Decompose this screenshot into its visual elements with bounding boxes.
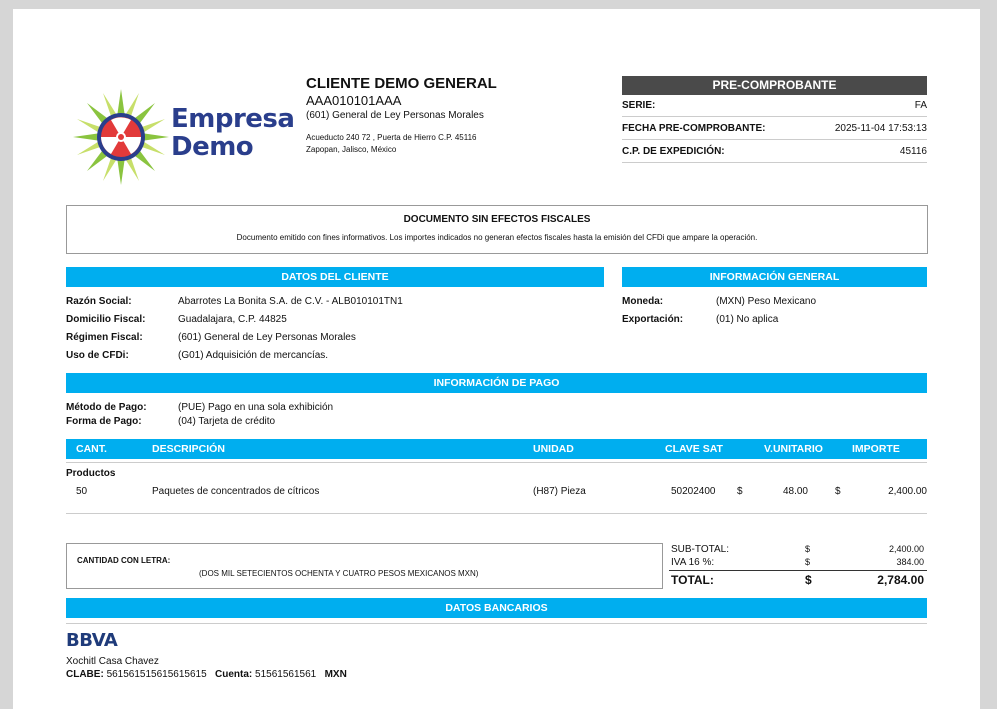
company-logo-text <box>171 105 294 161</box>
logo-line2: Demo <box>171 132 254 162</box>
clabe-value: 561561515615615615 <box>106 669 207 680</box>
emitter-rfc: AAA010101AAA <box>306 93 402 108</box>
col-unit: UNIDAD <box>533 443 574 455</box>
total-value: 2,784.00 <box>877 573 924 587</box>
emitter-regimen: (601) General de Ley Personas Morales <box>306 110 484 121</box>
iva-currency: $ <box>805 557 811 567</box>
general-section-header: INFORMACIÓN GENERAL <box>622 267 927 287</box>
forma-pago-label: Forma de Pago: <box>66 416 142 427</box>
subtotal-label: SUB-TOTAL: <box>671 544 729 555</box>
amount-in-words-box <box>66 543 663 589</box>
fiscal-notice <box>66 205 928 254</box>
forma-pago-value: (04) Tarjeta de crédito <box>178 416 276 427</box>
precomprobante-row-serie <box>622 96 927 117</box>
moneda-value: (MXN) Peso Mexicano <box>716 296 817 307</box>
row-cur1: $ <box>737 486 743 497</box>
row-amount: 2,400.00 <box>888 486 927 497</box>
bank-currency: MXN <box>324 669 347 680</box>
precomprobante-title: PRE-COMPROBANTE <box>622 76 927 95</box>
col-desc: DESCRIPCIÓN <box>152 443 225 455</box>
client-section-header: DATOS DEL CLIENTE <box>66 267 604 287</box>
exportacion-value: (01) No aplica <box>716 314 779 325</box>
document-page <box>13 9 980 709</box>
subtotal-value: 2,400.00 <box>888 544 924 554</box>
iva-label: IVA 16 %: <box>671 557 715 568</box>
cuenta-label: Cuenta: <box>215 669 253 680</box>
cuenta-value: 51561561561 <box>255 669 317 680</box>
bank-accounts <box>66 669 347 680</box>
row-cur2: $ <box>835 486 841 497</box>
bank-holder: Xochitl Casa Chavez <box>66 656 159 667</box>
row-unit-price: 48.00 <box>782 486 808 497</box>
emitter-address <box>306 132 476 156</box>
notice-title: DOCUMENTO SIN EFECTOS FISCALES <box>403 214 591 225</box>
bank-logo-icon: BBVA <box>66 630 118 651</box>
col-qty: CANT. <box>76 443 107 455</box>
domicilio-label: Domicilio Fiscal: <box>66 314 146 325</box>
serie-value: FA <box>914 100 927 111</box>
subtotal-currency: $ <box>805 544 811 554</box>
divider <box>669 570 927 571</box>
razon-social-value: Abarrotes La Bonita S.A. de C.V. - ALB010101TN1 <box>178 296 403 307</box>
fecha-value: 2025-11-04 17:53:13 <box>834 123 927 134</box>
moneda-label: Moneda: <box>622 296 664 307</box>
regimen-label: Régimen Fiscal: <box>66 332 143 343</box>
amount-in-words-label: CANTIDAD CON LETRA: <box>77 556 171 565</box>
row-unit: (H87) Pieza <box>533 486 586 497</box>
col-amount: IMPORTE <box>852 443 900 455</box>
items-table-header <box>66 439 927 459</box>
col-unit-price: V.UNITARIO <box>764 443 823 455</box>
fecha-label: FECHA PRE-COMPROBANTE: <box>622 123 766 134</box>
divider <box>66 513 927 514</box>
total-currency: $ <box>805 573 812 587</box>
cp-label: C.P. DE EXPEDICIÓN: <box>622 146 725 157</box>
exportacion-label: Exportación: <box>622 314 684 325</box>
row-sat: 50202400 <box>671 486 716 497</box>
uso-cfdi-value: (G01) Adquisición de mercancías. <box>178 350 329 361</box>
serie-label: SERIE: <box>622 100 656 111</box>
iva-value: 384.00 <box>896 557 924 567</box>
emitter-address-line2: Zapopan, Jalisco, México <box>306 145 397 154</box>
emitter-name: CLIENTE DEMO GENERAL <box>306 75 497 92</box>
metodo-pago-value: (PUE) Pago en una sola exhibición <box>178 402 334 413</box>
clabe-label: CLABE: <box>66 669 104 680</box>
regimen-value: (601) General de Ley Personas Morales <box>178 332 356 343</box>
items-group-label: Productos <box>66 468 116 479</box>
logo-line1: Empresa <box>171 104 295 134</box>
domicilio-value: Guadalajara, C.P. 44825 <box>178 314 287 325</box>
uso-cfdi-label: Uso de CFDi: <box>66 350 129 361</box>
cp-value: 45116 <box>899 146 927 157</box>
emitter-address-line1: Acueducto 240 72 , Puerta de Hierro C.P. 45116 <box>306 133 477 142</box>
razon-social-label: Razón Social: <box>66 296 132 307</box>
bank-section-header: DATOS BANCARIOS <box>66 598 927 618</box>
notice-text: Documento emitido con fines informativos. Los importes indicados no generan efectos fiscales hasta la emisión del CFDi que ampare la operación. <box>236 233 758 242</box>
amount-in-words-value: (DOS MIL SETECIENTOS OCHENTA Y CUATRO PESOS MEXICANOS MXN) <box>199 569 479 578</box>
precomprobante-row-fecha <box>622 119 927 140</box>
divider <box>66 462 927 463</box>
payment-section-header: INFORMACIÓN DE PAGO <box>66 373 927 393</box>
company-logo-icon <box>71 87 171 187</box>
row-desc: Paquetes de concentrados de cítricos <box>152 486 320 497</box>
col-sat: CLAVE SAT <box>665 443 723 455</box>
row-qty: 50 <box>76 486 88 497</box>
total-label: TOTAL: <box>671 573 714 587</box>
divider <box>66 623 927 624</box>
precomprobante-row-cp <box>622 142 927 163</box>
metodo-pago-label: Método de Pago: <box>66 402 147 413</box>
